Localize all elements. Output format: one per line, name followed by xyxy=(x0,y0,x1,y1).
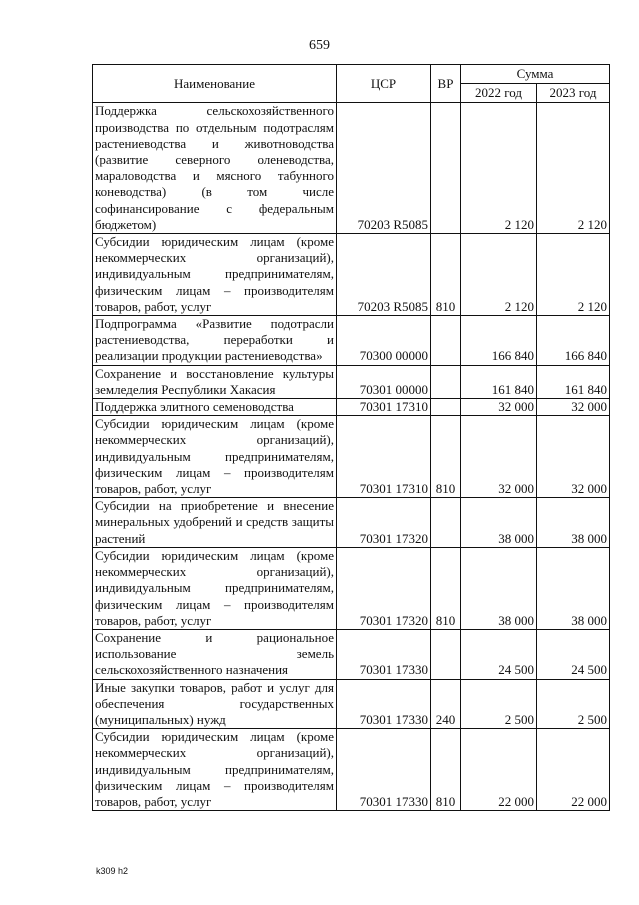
page-number: 659 xyxy=(309,38,330,53)
row-vr-cell: 810 xyxy=(431,729,461,811)
row-2022-cell: 38 000 xyxy=(461,498,537,548)
row-vr-cell xyxy=(431,316,461,366)
row-2023-cell: 2 120 xyxy=(537,234,610,316)
row-csr-cell: 70203 R5085 xyxy=(337,234,431,316)
row-csr-cell: 70301 17320 xyxy=(337,498,431,548)
row-name-cell: Поддержка элитного семеноводства xyxy=(93,399,337,416)
row-2023-cell: 2 120 xyxy=(537,103,610,234)
row-2023-cell: 24 500 xyxy=(537,629,610,679)
row-2023-cell: 32 000 xyxy=(537,399,610,416)
row-2022-cell: 166 840 xyxy=(461,316,537,366)
header-year-2023: 2023 год xyxy=(537,84,610,103)
row-name-cell: Сохранение и рациональное использование земель сельскохозяйственного назначения xyxy=(93,629,337,679)
row-2022-cell: 2 120 xyxy=(461,234,537,316)
row-vr-cell xyxy=(431,365,461,398)
row-2022-cell: 38 000 xyxy=(461,547,537,629)
row-2022-cell: 161 840 xyxy=(461,365,537,398)
table-row xyxy=(93,729,610,811)
row-csr-cell: 70301 17320 xyxy=(337,547,431,629)
row-csr-cell: 70203 R5085 xyxy=(337,103,431,234)
row-csr-cell: 70301 17310 xyxy=(337,416,431,498)
header-row xyxy=(93,65,610,84)
row-vr-cell xyxy=(431,498,461,548)
row-2023-cell: 161 840 xyxy=(537,365,610,398)
row-name-cell: Субсидии юридическим лицам (кроме некоммерческих организаций), индивидуальным предпринимателям, физическим лицам – производителям товаров, работ, услуг xyxy=(93,234,337,316)
row-name-cell: Сохранение и восстановление культуры земледелия Республики Хакасия xyxy=(93,365,337,398)
row-name-cell: Иные закупки товаров, работ и услуг для обеспечения государственных (муниципальных) нужд xyxy=(93,679,337,729)
row-2022-cell: 2 500 xyxy=(461,679,537,729)
row-2022-cell: 22 000 xyxy=(461,729,537,811)
footer-code: k309 h2 xyxy=(96,866,129,876)
row-2023-cell: 22 000 xyxy=(537,729,610,811)
row-csr-cell: 70301 00000 xyxy=(337,365,431,398)
row-name-cell: Субсидии юридическим лицам (кроме некоммерческих организаций), индивидуальным предпринимателям, физическим лицам – производителям товаров, работ, услуг xyxy=(93,729,337,811)
row-name-cell: Поддержка сельскохозяйственного производства по отдельным подотраслям растениеводства и животноводства (развитие северного оленеводства, мараловодства и мясного табунного коневодства) (в том числе софинансирование с федеральным бюджетом) xyxy=(93,103,337,234)
row-2023-cell: 38 000 xyxy=(537,498,610,548)
header-name: Наименование xyxy=(93,65,337,103)
row-2023-cell: 166 840 xyxy=(537,316,610,366)
table-row xyxy=(93,679,610,729)
row-vr-cell xyxy=(431,399,461,416)
row-2023-cell: 32 000 xyxy=(537,416,610,498)
row-vr-cell: 240 xyxy=(431,679,461,729)
row-csr-cell: 70301 17330 xyxy=(337,729,431,811)
row-2022-cell: 2 120 xyxy=(461,103,537,234)
table-row xyxy=(93,498,610,548)
row-2023-cell: 2 500 xyxy=(537,679,610,729)
table-row xyxy=(93,234,610,316)
table-row xyxy=(93,416,610,498)
row-vr-cell xyxy=(431,103,461,234)
table-row xyxy=(93,316,610,366)
header-year-2022: 2022 год xyxy=(461,84,537,103)
budget-table xyxy=(92,64,610,811)
row-2022-cell: 24 500 xyxy=(461,629,537,679)
table-row xyxy=(93,547,610,629)
row-name-cell: Субсидии юридическим лицам (кроме некоммерческих организаций), индивидуальным предпринимателям, физическим лицам – производителям товаров, работ, услуг xyxy=(93,547,337,629)
table-row xyxy=(93,629,610,679)
row-csr-cell: 70301 17330 xyxy=(337,679,431,729)
table-row xyxy=(93,399,610,416)
row-name-cell: Субсидии на приобретение и внесение минеральных удобрений и средств защиты растений xyxy=(93,498,337,548)
row-2023-cell: 38 000 xyxy=(537,547,610,629)
table-row xyxy=(93,365,610,398)
header-vr: ВР xyxy=(431,65,461,103)
row-vr-cell: 810 xyxy=(431,547,461,629)
row-vr-cell: 810 xyxy=(431,234,461,316)
header-csr: ЦСР xyxy=(337,65,431,103)
row-vr-cell xyxy=(431,629,461,679)
row-csr-cell: 70301 17310 xyxy=(337,399,431,416)
row-csr-cell: 70301 17330 xyxy=(337,629,431,679)
table-row xyxy=(93,103,610,234)
row-2022-cell: 32 000 xyxy=(461,399,537,416)
header-sum: Сумма xyxy=(461,65,610,84)
row-csr-cell: 70300 00000 xyxy=(337,316,431,366)
table-body xyxy=(93,103,610,811)
row-2022-cell: 32 000 xyxy=(461,416,537,498)
row-name-cell: Субсидии юридическим лицам (кроме некоммерческих организаций), индивидуальным предпринимателям, физическим лицам – производителям товаров, работ, услуг xyxy=(93,416,337,498)
row-vr-cell: 810 xyxy=(431,416,461,498)
row-name-cell: Подпрограмма «Развитие подотрасли растениеводства, переработки и реализации продукции растениеводства» xyxy=(93,316,337,366)
